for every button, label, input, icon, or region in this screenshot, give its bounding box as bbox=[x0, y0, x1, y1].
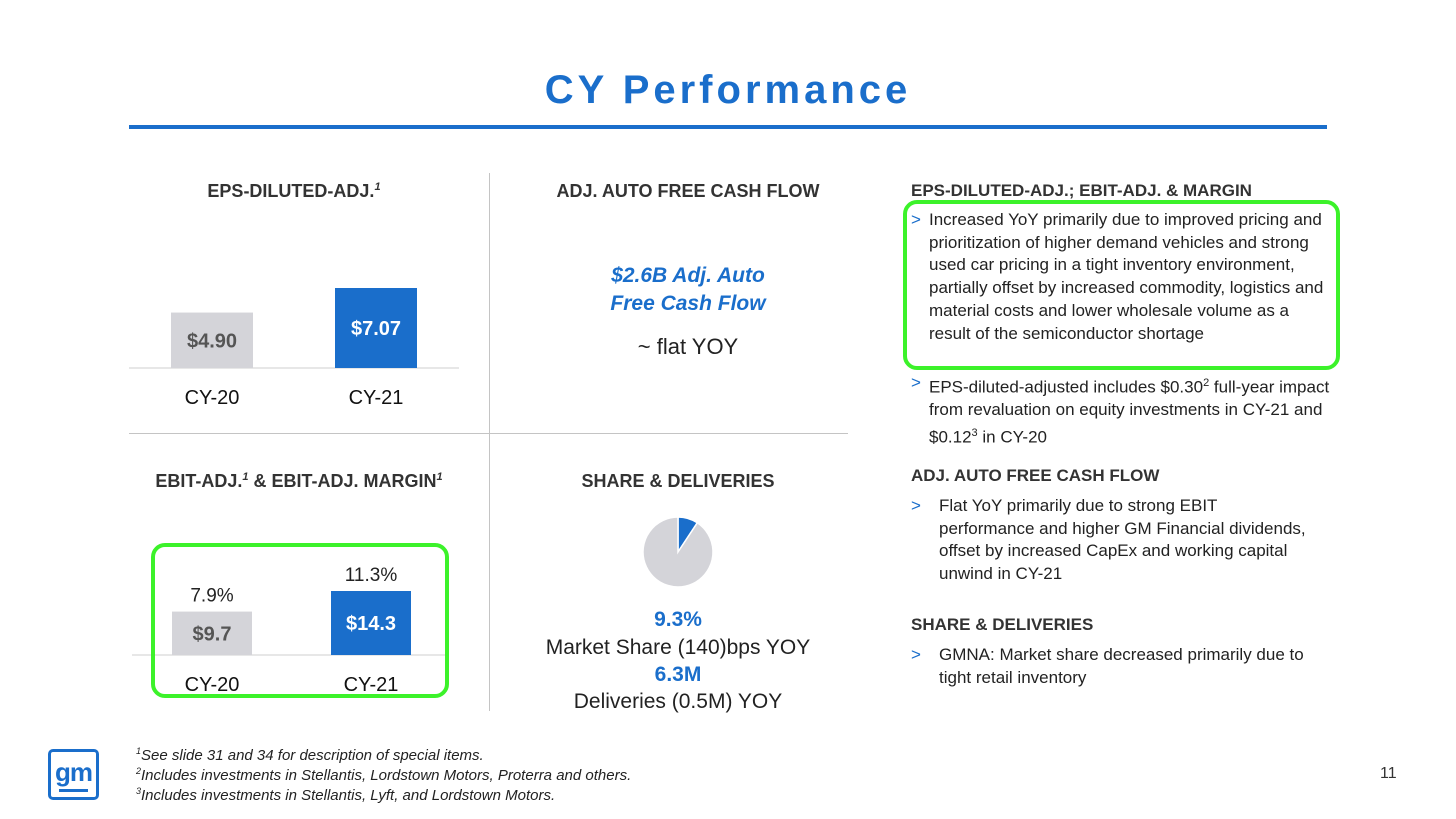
bullet-2-part3: in CY-20 bbox=[977, 427, 1047, 447]
deliveries-text: Deliveries (0.5M) YOY bbox=[573, 690, 783, 713]
ebit-heading-sup2: 1 bbox=[436, 471, 443, 483]
eps-heading-sup: 1 bbox=[374, 181, 381, 193]
chevron-right-icon: > bbox=[911, 496, 921, 515]
bullet-2-sup2: 3 bbox=[971, 427, 978, 440]
deliveries-value: 6.3M bbox=[654, 663, 702, 686]
fcf-bullet: Flat YoY primarily due to strong EBIT performance and higher GM Financial dividends, offset by increased CapEx and working capital unwind in CY-21 bbox=[939, 496, 1306, 584]
ebit-heading-part1: EBIT-ADJ. bbox=[155, 471, 243, 491]
highlight-box-commentary bbox=[903, 200, 1340, 370]
share-commentary-heading: SHARE & DELIVERIES bbox=[911, 615, 1094, 634]
logo-underline bbox=[59, 789, 88, 792]
market-share-value: 9.3% bbox=[654, 608, 702, 631]
eps-ebit-bullet-2 bbox=[929, 372, 1331, 449]
footnote-2-text: Includes investments in Stellantis, Lordstown Motors, Proterra and others. bbox=[141, 767, 632, 784]
eps-bar-chart bbox=[129, 288, 459, 409]
fcf-commentary-heading: ADJ. AUTO FREE CASH FLOW bbox=[911, 466, 1160, 485]
eps-heading-text: EPS-DILUTED-ADJ. bbox=[207, 181, 375, 201]
x-tick-label: CY-21 bbox=[343, 674, 399, 696]
chevron-right-icon: > bbox=[911, 645, 921, 664]
fcf-value-line2: Free Cash Flow bbox=[610, 292, 766, 315]
page-title: CY Performance bbox=[544, 68, 912, 112]
margin-label: 11.3% bbox=[344, 565, 398, 586]
footnote-1 bbox=[136, 746, 484, 764]
footnote-1-sup: 1 bbox=[136, 746, 142, 756]
fcf-heading: ADJ. AUTO FREE CASH FLOW bbox=[556, 181, 820, 201]
data-label: $9.7 bbox=[192, 623, 232, 646]
ebit-heading-part2: & EBIT-ADJ. MARGIN bbox=[248, 471, 437, 491]
footnote-1-text: See slide 31 and 34 for description of special items. bbox=[141, 747, 484, 764]
logo-text: gm bbox=[55, 757, 92, 787]
chevron-right-icon: > bbox=[911, 373, 921, 392]
bullet-2-sup1: 2 bbox=[1203, 377, 1210, 389]
x-tick-label: CY-21 bbox=[348, 387, 404, 409]
share-bullet: GMNA: Market share decreased primarily due to tight retail inventory bbox=[939, 645, 1304, 687]
gm-logo-icon bbox=[48, 749, 99, 800]
footnote-3-sup: 3 bbox=[136, 786, 142, 796]
bullet-2-part2: full-year impact from revaluation on equity investments in CY-21 and $0.12 bbox=[929, 377, 1330, 447]
x-tick-label: CY-20 bbox=[184, 387, 240, 409]
eps-ebit-commentary-heading: EPS-DILUTED-ADJ.; EBIT-ADJ. & MARGIN bbox=[911, 181, 1252, 200]
data-label: $4.90 bbox=[186, 330, 238, 353]
ebit-heading-sup1: 1 bbox=[242, 471, 249, 483]
eps-ebit-bullet-1: Increased YoY primarily due to improved pricing and prioritization of higher demand vehicles and strong used car pricing in a tight inventory environment, partially offset by increased commodity, logistics and material costs and lower wholesale volume as a result of the semiconductor shortage bbox=[929, 210, 1324, 343]
data-label: $7.07 bbox=[350, 318, 402, 340]
market-share-pie-chart bbox=[643, 517, 713, 587]
data-label: $14.3 bbox=[345, 613, 397, 635]
market-share-text: Market Share (140)bps YOY bbox=[545, 636, 811, 659]
footnote-2 bbox=[136, 766, 631, 784]
margin-label: 7.9% bbox=[190, 585, 234, 607]
highlight-box-ebit-chart bbox=[151, 543, 449, 698]
share-heading: SHARE & DELIVERIES bbox=[581, 471, 775, 491]
page-number: 11 bbox=[1380, 765, 1397, 782]
bullet-2-part1: EPS-diluted-adjusted includes $0.30 bbox=[929, 377, 1204, 397]
fcf-yoy: ~ flat YOY bbox=[637, 334, 739, 359]
footnote-2-sup: 2 bbox=[136, 766, 142, 776]
fcf-value-line1: $2.6B Adj. Auto bbox=[611, 264, 765, 287]
chevron-right-icon: > bbox=[911, 210, 921, 229]
footnote-3 bbox=[136, 786, 555, 804]
footnote-3-text: Includes investments in Stellantis, Lyft, and Lordstown Motors. bbox=[141, 787, 556, 804]
x-tick-label: CY-20 bbox=[184, 674, 240, 696]
pie-slice-remainder bbox=[643, 517, 713, 587]
